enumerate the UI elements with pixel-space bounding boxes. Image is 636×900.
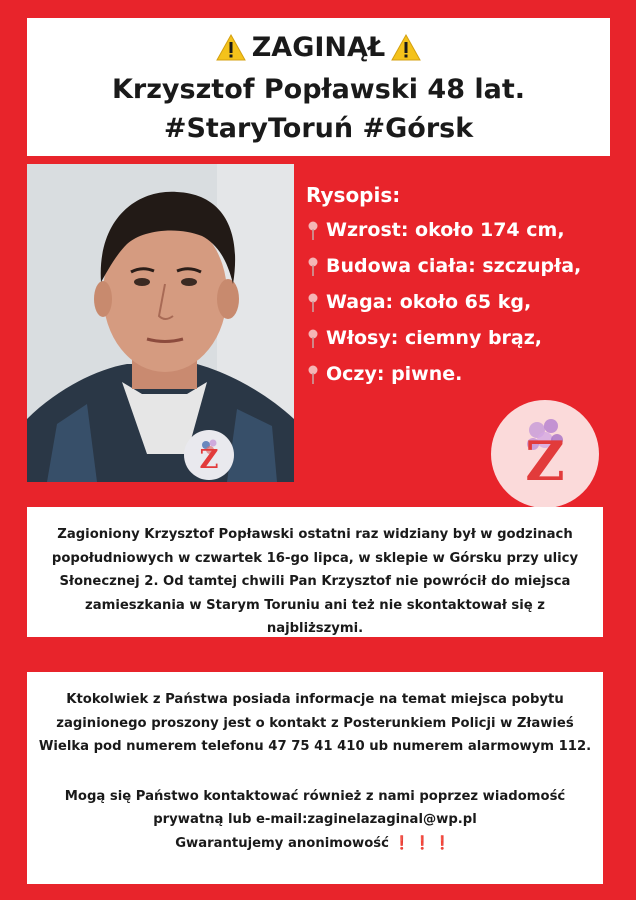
person-name-age: Krzysztof Popławski 48 lat. bbox=[111, 74, 526, 105]
organization-logo bbox=[491, 400, 599, 508]
police-contact-paragraph: Ktokolwiek z Państwa posiada informacje na temat miejsca pobytu zaginionego proszony jest o kontakt z Posterunkiem Policji w Zławieś Wielka pod numerem telefonu 47 75 41 410 ub numerem alarmowym 112. bbox=[38, 692, 592, 754]
last-seen-paragraph: Zagioniony Krzysztof Popławski ostatni raz widziany był w godzinach popołudniowych w czwartek 16-go lipca, w sklepie w Górsku przy ulicy Słonecznej 2. Od tamtej chwili Pan Krzysztof nie powrócił do miejsca zamieszkania w Starym Toruniu ani też nie skontaktował się z najbliższymi. bbox=[51, 527, 579, 636]
headline-row bbox=[27, 30, 610, 64]
last-seen-info-box bbox=[27, 507, 603, 637]
svg-text:Z: Z bbox=[199, 445, 219, 475]
list-item bbox=[306, 360, 606, 389]
flower-z-logo-icon bbox=[184, 430, 234, 480]
person-photo bbox=[27, 164, 294, 482]
description-item-eyes: Oczy: piwne. bbox=[326, 363, 463, 385]
warning-icon bbox=[391, 34, 421, 61]
list-item bbox=[306, 216, 606, 245]
photo-logo-watermark bbox=[184, 430, 234, 480]
pushpin-icon bbox=[306, 293, 320, 313]
exclamation-icon: ❗❗❗ bbox=[393, 835, 455, 851]
poster-header bbox=[27, 18, 610, 156]
list-item bbox=[306, 288, 606, 317]
list-item bbox=[306, 252, 606, 281]
private-contact-paragraph: Mogą się Państwo kontaktować również z nami poprzez wiadomość prywatną lub e-mail:zaginelazaginal@wp.pl bbox=[64, 788, 566, 827]
description-title: Rysopis: bbox=[306, 183, 401, 207]
list-item bbox=[306, 324, 606, 353]
description-item-build: Budowa ciała: szczupła, bbox=[326, 255, 582, 277]
location-hashtags: #StaryToruń #Górsk bbox=[163, 113, 474, 144]
pushpin-icon bbox=[306, 221, 320, 241]
description-section bbox=[306, 182, 606, 396]
anonymity-text: Gwarantujemy anonimowość bbox=[175, 835, 389, 851]
pushpin-icon bbox=[306, 365, 320, 385]
pushpin-icon bbox=[306, 257, 320, 277]
pushpin-icon bbox=[306, 329, 320, 349]
headline-text: ZAGINĄŁ bbox=[251, 31, 386, 63]
description-list bbox=[306, 216, 606, 389]
flower-z-logo-icon bbox=[491, 400, 599, 508]
svg-text:Z: Z bbox=[525, 429, 565, 493]
warning-icon bbox=[216, 34, 246, 61]
description-item-hair: Włosy: ciemny brąz, bbox=[326, 327, 543, 349]
description-item-weight: Waga: około 65 kg, bbox=[326, 291, 532, 313]
contact-info-box bbox=[27, 672, 603, 884]
anonymity-line bbox=[37, 832, 593, 856]
description-item-height: Wzrost: około 174 cm, bbox=[326, 219, 565, 241]
